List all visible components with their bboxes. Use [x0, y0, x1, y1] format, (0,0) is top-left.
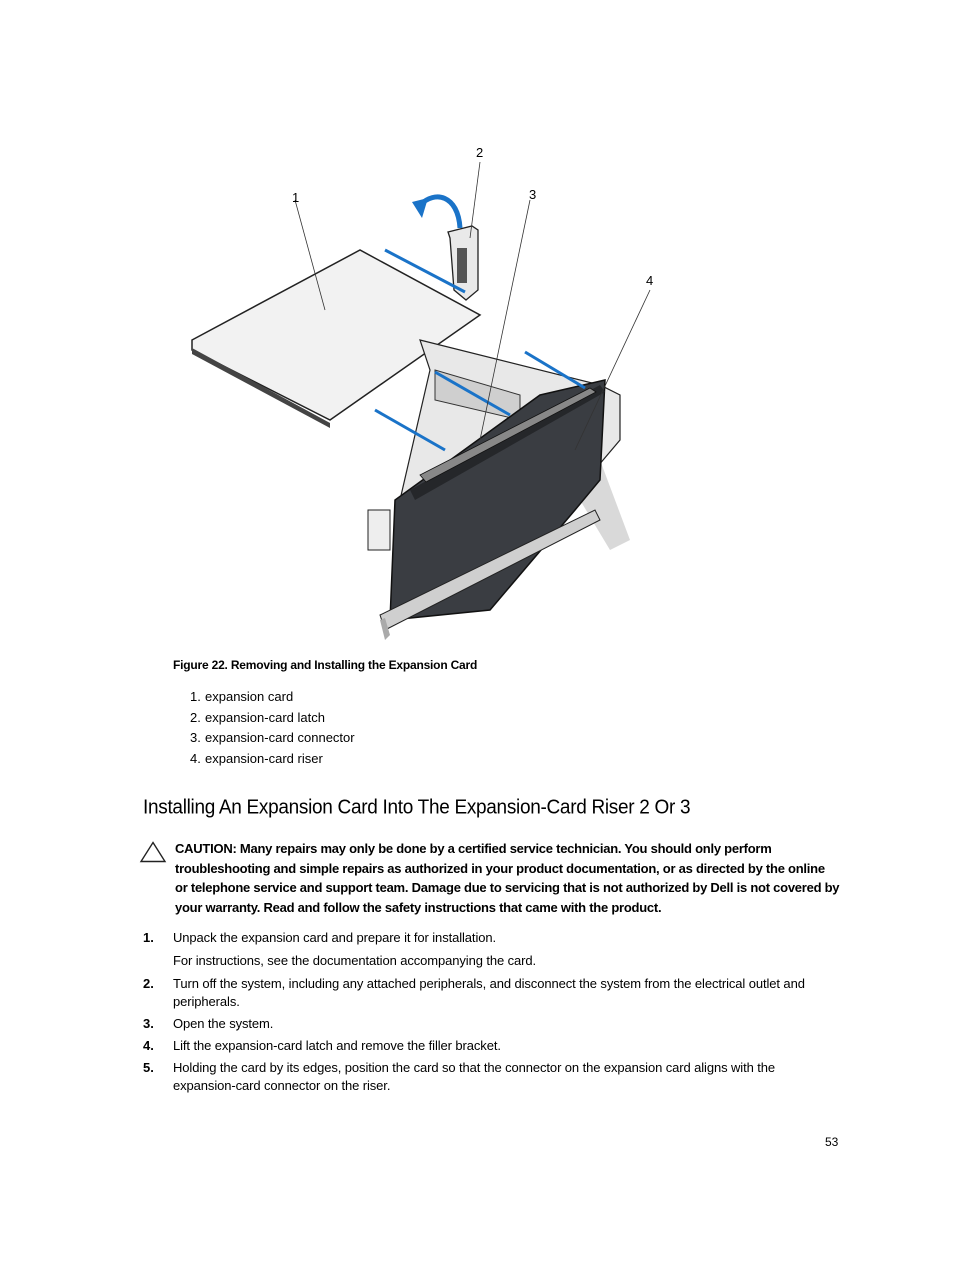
- step-text: Turn off the system, including any attached peripherals, and disconnect the system from the electrical outlet and peripherals.: [173, 976, 805, 1009]
- legend-num: 1.: [190, 689, 201, 704]
- legend-label: expansion-card connector: [205, 730, 355, 746]
- legend-num: 3.: [190, 730, 201, 746]
- expansion-card-illustration: [180, 140, 654, 645]
- legend-item: [190, 709, 355, 730]
- callout-3: 3: [529, 187, 537, 202]
- caution-text: CAUTION: Many repairs may only be done by a certified service technician. You should only perform troubleshooting and simple repairs as authorized in your product documentation, or as directed by the online or telephone service and support team. Damage due to servicing that is not authorized by Dell is not covered by your warranty. Read and follow the safety instructions that came with the product.: [175, 841, 840, 915]
- legend-item: [190, 688, 355, 709]
- power-connector: [368, 510, 390, 550]
- step-number: 3.: [143, 1016, 154, 1031]
- legend-item: [190, 750, 355, 771]
- step-text: Open the system.: [173, 1016, 274, 1031]
- lift-arrow-head: [412, 198, 428, 218]
- step-text: Holding the card by its edges, position the card so that the connector on the expansion card aligns with the expansion-card connector on the riser.: [173, 1060, 776, 1093]
- legend-num: 2.: [190, 709, 201, 725]
- expansion-card-figure: [180, 140, 654, 645]
- callout-4: 4: [646, 273, 654, 288]
- figure-legend: [190, 688, 355, 771]
- figure-caption: Figure 22. Removing and Installing the Expansion Card: [173, 658, 478, 672]
- step-number: 1.: [143, 930, 154, 945]
- latch-slot: [457, 248, 467, 283]
- legend-label: expansion card: [205, 689, 294, 704]
- step-number: 5.: [143, 1060, 154, 1075]
- caution-triangle-icon: [140, 841, 166, 863]
- step-text: Unpack the expansion card and prepare it for installation.: [173, 930, 497, 945]
- step-text: Lift the expansion-card latch and remove the filler bracket.: [173, 1038, 501, 1053]
- legend-label: expansion-card riser: [205, 751, 323, 767]
- step-number: 2.: [143, 976, 154, 991]
- legend-item: [190, 729, 355, 750]
- legend-num: 4.: [190, 751, 201, 767]
- step-note: For instructions, see the documentation accompanying the card.: [173, 953, 537, 968]
- callout-1: 1: [292, 190, 300, 205]
- legend-label: expansion-card latch: [205, 709, 325, 725]
- callout-2: 2: [476, 145, 484, 160]
- page-number: 53: [825, 1135, 839, 1149]
- step-number: 4.: [143, 1038, 154, 1053]
- section-title: Installing An Expansion Card Into The Expansion-Card Riser 2 Or 3: [143, 796, 691, 819]
